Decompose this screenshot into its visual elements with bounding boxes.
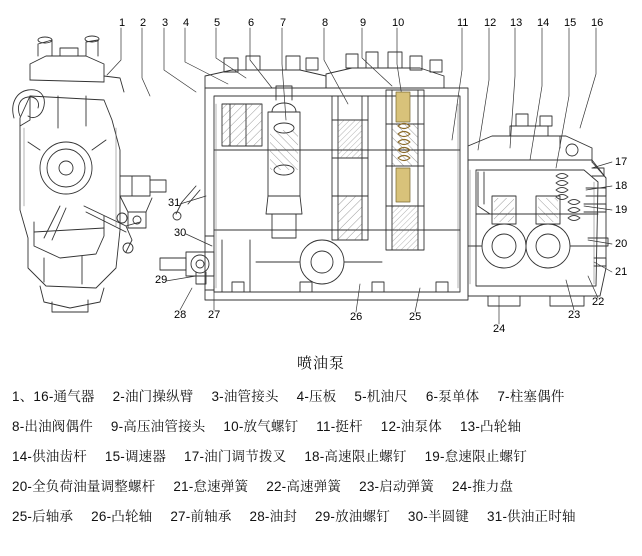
callout-16: 16 <box>591 17 604 29</box>
legend-item: 14-供油齿杆 <box>12 449 87 464</box>
legend-row-3 <box>12 442 630 472</box>
callout-2: 2 <box>140 17 147 29</box>
legend-item: 1、16-通气器 <box>12 389 95 404</box>
legend-row-4 <box>12 472 630 502</box>
figure-title: 喷油泵 <box>296 355 345 372</box>
legend-item: 27-前轴承 <box>170 509 232 524</box>
callout-14: 14 <box>537 17 550 29</box>
callout-13: 13 <box>510 17 523 29</box>
legend-item: 5-机油尺 <box>354 389 408 404</box>
callout-22: 22 <box>592 296 605 308</box>
callout-27: 27 <box>208 309 221 321</box>
legend-row-2 <box>12 412 630 442</box>
legend-item: 12-油泵体 <box>380 419 442 434</box>
callout-26: 26 <box>350 311 363 323</box>
callout-5: 5 <box>214 17 221 29</box>
legend-item: 19-怠速限止螺钉 <box>424 449 527 464</box>
legend-item: 25-后轴承 <box>12 509 74 524</box>
callout-30: 30 <box>174 227 187 239</box>
legend-item: 18-高速限止螺钉 <box>304 449 407 464</box>
callout-8: 8 <box>322 17 329 29</box>
legend-item: 4-压板 <box>296 389 337 404</box>
legend-item: 6-泵单体 <box>425 389 480 404</box>
callout-19: 19 <box>615 204 628 216</box>
legend-item: 26-凸轮轴 <box>91 509 153 524</box>
legend-item: 2-油门操纵臂 <box>112 389 194 404</box>
callout-28: 28 <box>174 309 187 321</box>
legend-item: 17-油门调节拨叉 <box>184 449 287 464</box>
legend-item: 30-半圆键 <box>407 509 470 524</box>
legend-row-1 <box>12 382 630 412</box>
legend-item: 10-放气螺钉 <box>223 419 299 434</box>
legend-item: 11-挺杆 <box>316 419 363 434</box>
callout-17: 17 <box>615 156 628 168</box>
callout-25: 25 <box>409 311 422 323</box>
legend-item: 7-柱塞偶件 <box>497 389 565 404</box>
legend-item: 15-调速器 <box>104 449 167 464</box>
callout-1: 1 <box>119 17 126 29</box>
callout-15: 15 <box>564 17 577 29</box>
callout-10: 10 <box>392 17 405 29</box>
callout-6: 6 <box>248 17 255 29</box>
legend-row-5 <box>12 502 630 532</box>
callout-12: 12 <box>484 17 497 29</box>
legend-item: 23-启动弹簧 <box>359 479 435 494</box>
callout-9: 9 <box>360 17 367 29</box>
legend-item: 22-高速弹簧 <box>266 479 342 494</box>
callout-21: 21 <box>615 266 628 278</box>
callout-29: 29 <box>155 274 168 286</box>
callout-20: 20 <box>615 238 628 250</box>
legend-item: 9-高压油管接头 <box>110 419 206 434</box>
legend-item: 28-油封 <box>249 509 298 524</box>
callout-18: 18 <box>615 180 628 192</box>
callout-3: 3 <box>162 17 169 29</box>
legend-item: 20-全负荷油量调整螺杆 <box>12 479 156 494</box>
legend-item: 24-推力盘 <box>452 479 514 494</box>
legend-list <box>0 382 642 532</box>
legend-item: 8-出油阀偶件 <box>12 419 93 434</box>
callout-24: 24 <box>493 323 506 335</box>
legend-item: 21-怠速弹簧 <box>173 479 249 494</box>
callout-4: 4 <box>183 17 190 29</box>
callout-31: 31 <box>168 197 181 209</box>
legend-item: 13-凸轮轴 <box>459 419 522 434</box>
callout-7: 7 <box>280 17 287 29</box>
legend-item: 29-放油螺钉 <box>314 509 390 524</box>
legend-item: 3-油管接头 <box>211 389 279 404</box>
callout-11: 11 <box>457 17 469 29</box>
callout-23: 23 <box>568 309 581 321</box>
legend-item: 31-供油正时轴 <box>487 509 576 524</box>
